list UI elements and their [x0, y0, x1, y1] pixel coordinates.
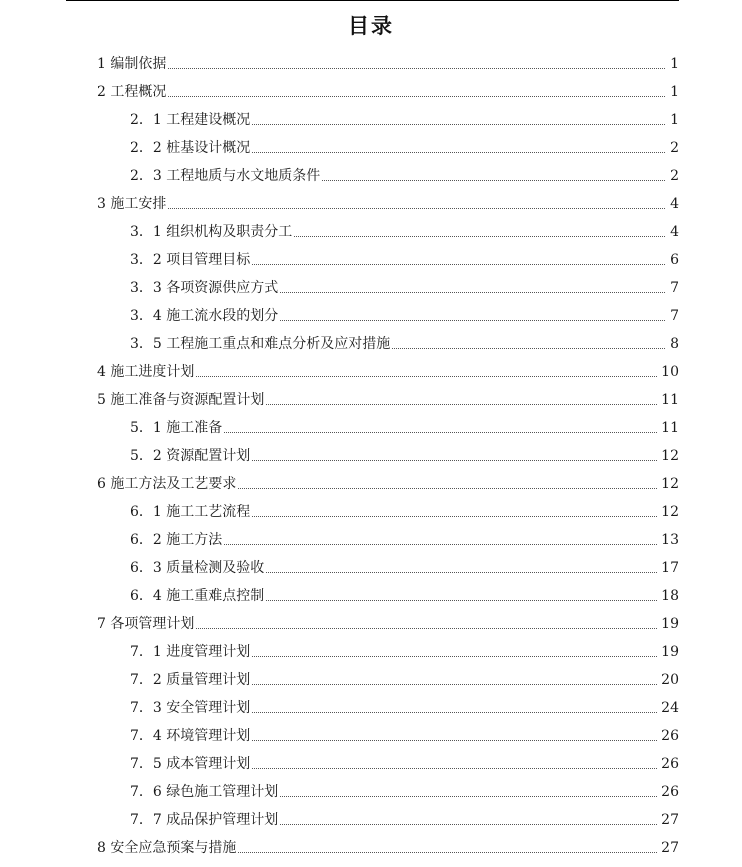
toc-entry-label: 7．5 成本管理计划: [130, 756, 251, 772]
toc-entry-label: 1 编制依据: [97, 56, 167, 72]
dot-leader: [266, 571, 657, 573]
toc-entry[interactable]: [0, 525, 742, 549]
toc-entry-page: 20: [661, 672, 679, 688]
toc-entry-label: 8 安全应急预案与措施: [97, 840, 237, 856]
toc-entry[interactable]: [0, 749, 742, 773]
toc-entry-page: 27: [661, 840, 679, 856]
toc-entry-label: 7．3 安全管理计划: [130, 700, 251, 716]
toc-entry-label: 5．2 资源配置计划: [130, 448, 251, 464]
dot-leader: [252, 515, 657, 517]
toc-entry-page: 10: [661, 364, 679, 380]
toc-entry-page: 26: [661, 784, 679, 800]
toc-entry-label: 6．2 施工方法: [130, 532, 223, 548]
toc-entry-page: 6: [670, 252, 679, 268]
toc-entry-page: 7: [670, 308, 679, 324]
toc-entry[interactable]: [0, 441, 742, 465]
toc-entry-page: 4: [670, 196, 679, 212]
toc-entry-label: 2．2 桩基设计概况: [130, 140, 251, 156]
dot-leader: [252, 767, 657, 769]
toc-entry-page: 18: [661, 588, 679, 604]
toc-entry[interactable]: [0, 581, 742, 605]
toc-entry-label: 3．3 各项资源供应方式: [130, 280, 279, 296]
toc-entry[interactable]: [0, 189, 742, 213]
dot-leader: [252, 683, 657, 685]
toc-entry[interactable]: [0, 721, 742, 745]
toc-entry-label: 3．2 项目管理目标: [130, 252, 251, 268]
toc-entry-page: 7: [670, 280, 679, 296]
toc-entry-label: 6．4 施工重难点控制: [130, 588, 265, 604]
dot-leader: [322, 179, 665, 181]
toc-entry[interactable]: [0, 637, 742, 661]
toc-entry-page: 1: [670, 84, 679, 100]
toc-entry[interactable]: [0, 217, 742, 241]
toc-entry[interactable]: [0, 469, 742, 493]
dot-leader: [252, 739, 657, 741]
toc-entry-page: 17: [661, 560, 679, 576]
dot-leader: [238, 851, 657, 853]
toc-entry-page: 19: [661, 644, 679, 660]
toc-entry[interactable]: [0, 833, 742, 857]
toc-entry-label: 6．3 质量检测及验收: [130, 560, 265, 576]
dot-leader: [392, 347, 665, 349]
toc-entry[interactable]: [0, 77, 742, 101]
toc-entry-page: 19: [661, 616, 679, 632]
toc-entry-label: 3．5 工程施工重点和难点分析及应对措施: [130, 336, 391, 352]
dot-leader: [252, 151, 665, 153]
toc-entry-label: 7．4 环境管理计划: [130, 728, 251, 744]
toc-entry[interactable]: [0, 105, 742, 129]
toc-entry-page: 1: [670, 112, 679, 128]
dot-leader: [280, 823, 657, 825]
toc-entry-page: 8: [670, 336, 679, 352]
toc-entry-label: 2 工程概况: [97, 84, 167, 100]
toc-entry-page: 26: [661, 728, 679, 744]
toc-entry[interactable]: [0, 665, 742, 689]
toc-entry-label: 7．6 绿色施工管理计划: [130, 784, 279, 800]
toc-entry[interactable]: [0, 777, 742, 801]
dot-leader: [280, 795, 657, 797]
toc-entry-label: 6 施工方法及工艺要求: [97, 476, 237, 492]
dot-leader: [224, 431, 657, 433]
toc-entry[interactable]: [0, 245, 742, 269]
dot-leader: [224, 543, 657, 545]
toc-entry[interactable]: [0, 497, 742, 521]
dot-leader: [252, 123, 665, 125]
toc-entry[interactable]: [0, 413, 742, 437]
toc-entry[interactable]: [0, 609, 742, 633]
dot-leader: [238, 487, 657, 489]
dot-leader: [280, 319, 665, 321]
toc-entry-page: 11: [661, 392, 679, 408]
toc-entry[interactable]: [0, 329, 742, 353]
toc-entry-page: 27: [661, 812, 679, 828]
dot-leader: [294, 235, 665, 237]
toc-entry-page: 4: [670, 224, 679, 240]
dot-leader: [196, 375, 657, 377]
toc-entry-label: 2．3 工程地质与水文地质条件: [130, 168, 321, 184]
toc-entry[interactable]: [0, 133, 742, 157]
dot-leader: [252, 459, 657, 461]
toc-entry-page: 2: [670, 168, 679, 184]
dot-leader: [168, 67, 665, 69]
toc-entry-label: 3 施工安排: [97, 196, 167, 212]
dot-leader: [280, 291, 665, 293]
toc-entry[interactable]: [0, 273, 742, 297]
toc-entry[interactable]: [0, 693, 742, 717]
toc-entry[interactable]: [0, 301, 742, 325]
toc-entry-label: 5 施工准备与资源配置计划: [97, 392, 265, 408]
toc-entry[interactable]: [0, 805, 742, 829]
toc-entry[interactable]: [0, 49, 742, 73]
dot-leader: [196, 627, 657, 629]
toc-entry-label: 3．4 施工流水段的划分: [130, 308, 279, 324]
toc-entry-page: 26: [661, 756, 679, 772]
toc-entry-label: 7 各项管理计划: [97, 616, 195, 632]
dot-leader: [266, 599, 657, 601]
toc-entry-page: 24: [661, 700, 679, 716]
toc-entry-label: 6．1 施工工艺流程: [130, 504, 251, 520]
toc-entry-page: 12: [661, 476, 679, 492]
toc-entry-page: 12: [661, 504, 679, 520]
toc-entry-label: 7．1 进度管理计划: [130, 644, 251, 660]
toc-entry-page: 12: [661, 448, 679, 464]
toc-entry-label: 2．1 工程建设概况: [130, 112, 251, 128]
toc-entry-page: 11: [661, 420, 679, 436]
toc-entry[interactable]: [0, 385, 742, 409]
page-title: 目录: [348, 14, 394, 38]
dot-leader: [252, 263, 665, 265]
toc-entry[interactable]: [0, 161, 742, 185]
toc-entry-label: 4 施工进度计划: [97, 364, 195, 380]
toc-entry-label: 7．2 质量管理计划: [130, 672, 251, 688]
dot-leader: [266, 403, 657, 405]
toc-entry-label: 3．1 组织机构及职责分工: [130, 224, 293, 240]
top-rule: [66, 0, 679, 1]
toc-entry[interactable]: [0, 357, 742, 381]
toc-entry-label: 7．7 成品保护管理计划: [130, 812, 279, 828]
toc-entry-page: 1: [670, 56, 679, 72]
toc-entry-label: 5．1 施工准备: [130, 420, 223, 436]
dot-leader: [252, 655, 657, 657]
toc-entry-page: 13: [661, 532, 679, 548]
toc-entry[interactable]: [0, 553, 742, 577]
dot-leader: [168, 207, 665, 209]
dot-leader: [252, 711, 657, 713]
toc-entry-page: 2: [670, 140, 679, 156]
dot-leader: [168, 95, 665, 97]
